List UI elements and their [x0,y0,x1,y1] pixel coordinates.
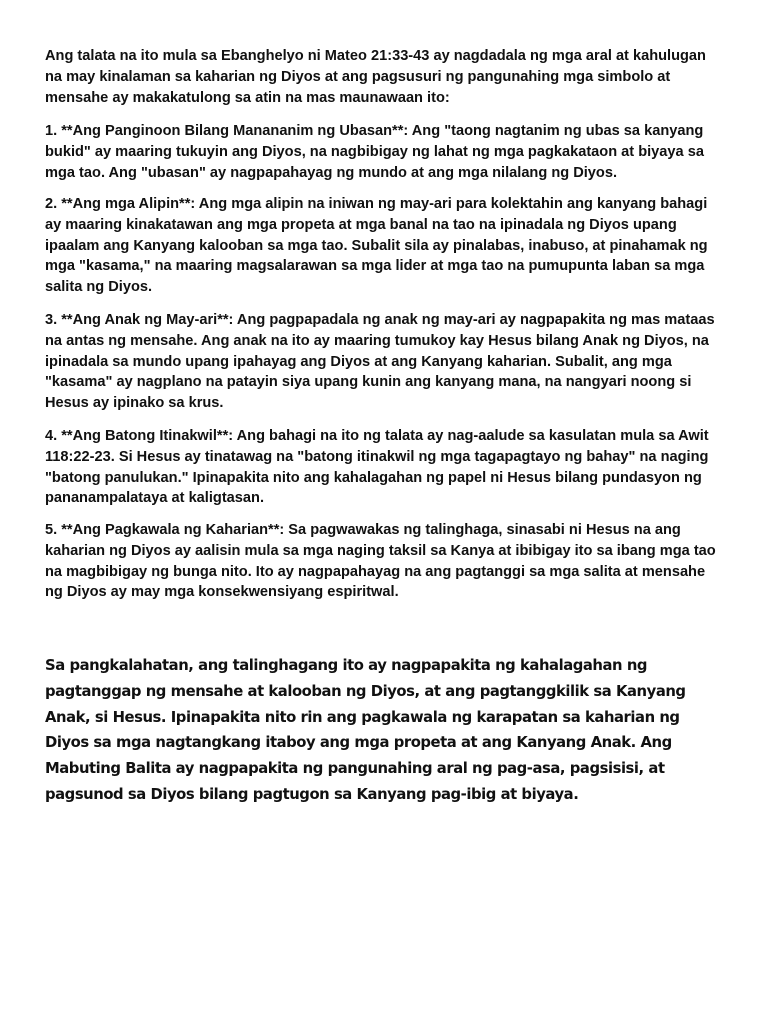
list-item-4: 4. **Ang Batong Itinakwil**: Ang bahagi na ito ng talata ay nag-aalude sa kasulatan mula sa Awit 118:22-23. Si Hesus ay tinatawag na "batong itinakwil ng mga tagapagtayo ng bahay" na naging "batong panulukan." Ipinapakita nito ang kahalagahan ng papel ni Hesus bilang pundasyon ng pananampalataya at kaligtasan. [45,428,709,507]
list-item-5: 5. **Ang Pagkawala ng Kaharian**: Sa pagwawakas ng talinghaga, sinasabi ni Hesus na ang kaharian ng Diyos ay aalisin mula sa mga naging taksil sa Kanya at ibibigay ito sa ibang mga tao na magbibigay ng bunga nito. Ito ay nagpapahayag na ang pagtanggi sa mga salita at mensahe ng Diyos ay may mga konsekwensiyang espiritwal. [45,522,716,601]
summary-paragraph: Sa pangkalahatan, ang talinghagang ito ay nagpapakita ng kahalagahan ng pagtanggap ng mensahe at kalooban ng Diyos, at ang pagtanggkilik sa Kanyang Anak, si Hesus. Ipinapakita nito rin ang pagkawala ng karapatan sa kaharian ng Diyos sa mga nagtangkang itaboy ang mga propeta at ang Kanyang Anak. Ang Mabuting Balita ay nagpapakita ng pangunahing aral ng pag-asa, pagsisisi, at pagsunod sa Diyos bilang pagtugon sa Kanyang pag-ibig at biyaya. [45,657,686,803]
list-item-3: 3. **Ang Anak ng May-ari**: Ang pagpapadala ng anak ng may-ari ay nagpapakita ng mas mataas na antas ng mensahe. Ang anak na ito ay maaring tumukoy kay Hesus bilang Anak ng Diyos, na ipinadala sa mundo upang ipahayag ang Diyos at ang Kanyang kaharian. Subalit, ang mga "kasama" ay nagplano na patayin siya upang kunin ang kanyang mana, na nangyari noong si Hesus ay ipinako sa krus. [45,312,715,412]
list-item-2: 2. **Ang mga Alipin**: Ang mga alipin na iniwan ng may-ari para kolektahin ang kanyang bahagi ay maaring kinakatawan ang mga propeta at mga banal na tao na ipinadala ng Diyos upang ipaalam ang Kanyang kalooban sa mga tao. Subalit sila ay pinalabas, inabuso, at pinahamak ng mga "kasama," na maaring magsalarawan sa mga lider at mga tao na pumupunta laban sa mga salita ng Diyos. [45,196,708,296]
list-item-1: 1. **Ang Panginoon Bilang Manananim ng Ubasan**: Ang "taong nagtanim ng ubas sa kanyang bukid" ay maaring tukuyin ang Diyos, na nagbibigay ng lahat ng mga pagkakataon at biyaya sa mga tao. Ang "ubasan" ay nagpapahayag ng mundo at ang mga nilalang ng Diyos. [45,123,704,181]
intro-paragraph: Ang talata na ito mula sa Ebanghelyo ni Mateo 21:33-43 ay nagdadala ng mga aral at kahulugan na may kinalaman sa kaharian ng Diyos at ang pagsusuri ng pangunahing mga simbolo at mensahe ay makakatulong sa atin na mas maunawaan ito: [45,48,706,106]
